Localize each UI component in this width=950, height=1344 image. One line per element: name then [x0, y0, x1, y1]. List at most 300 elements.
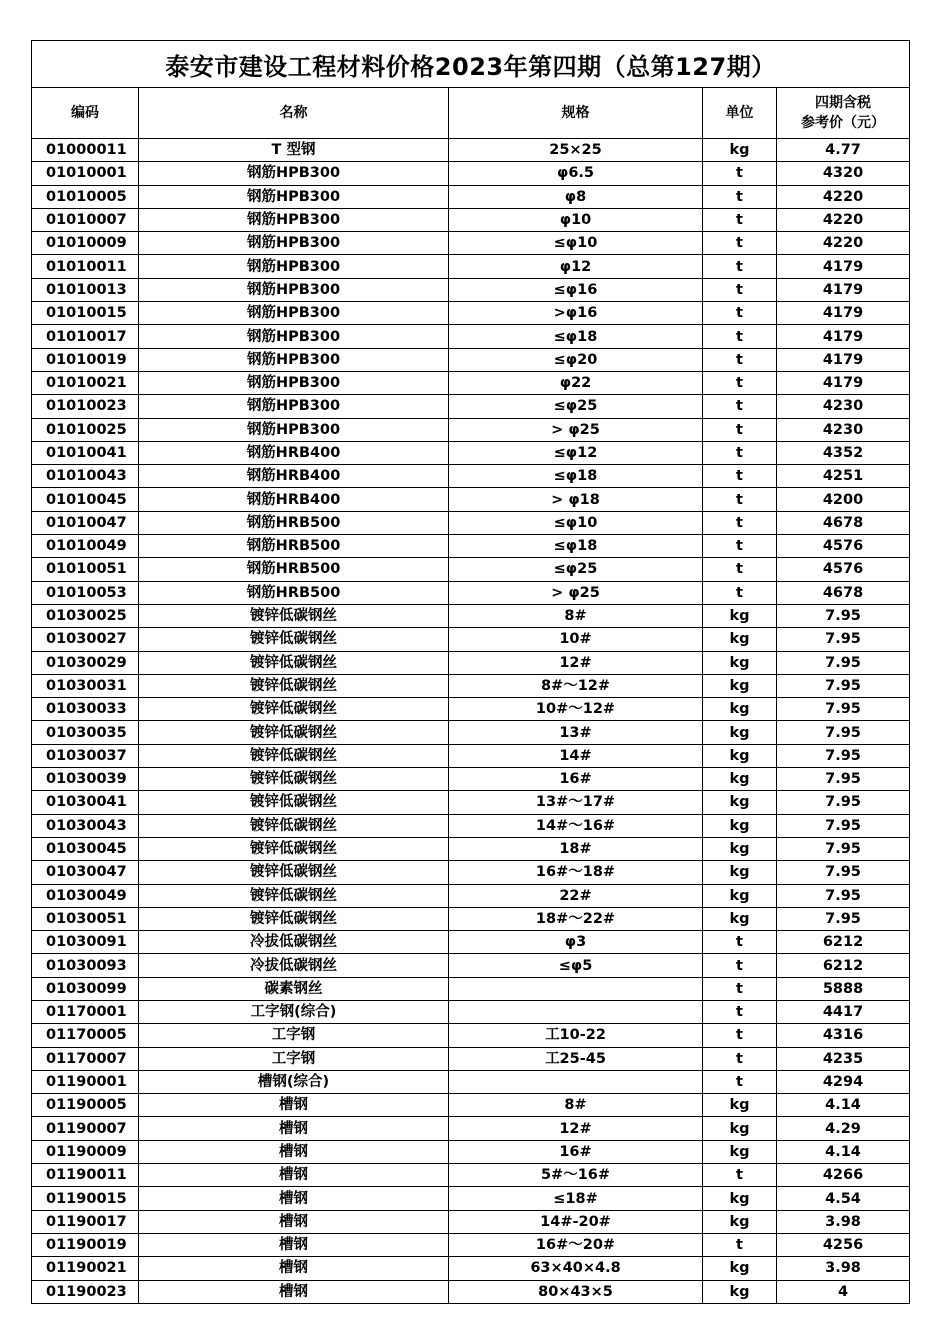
table-row	[32, 302, 910, 325]
cell-spec: 16#	[449, 1140, 703, 1163]
table-row	[32, 1117, 910, 1140]
cell-code: 01010053	[32, 581, 139, 604]
cell-code: 01010023	[32, 395, 139, 418]
cell-name: 工字钢(综合)	[139, 1000, 449, 1023]
cell-spec: ≤φ5	[449, 954, 703, 977]
cell-spec: >φ16	[449, 302, 703, 325]
cell-code: 01010041	[32, 441, 139, 464]
cell-spec	[449, 1000, 703, 1023]
cell-price: 4230	[777, 418, 910, 441]
cell-price: 6212	[777, 931, 910, 954]
table-row	[32, 1000, 910, 1023]
cell-name: 镀锌低碳钢丝	[139, 744, 449, 767]
cell-code: 01030049	[32, 884, 139, 907]
cell-unit: t	[703, 931, 777, 954]
cell-name: 冷拔低碳钢丝	[139, 931, 449, 954]
table-row	[32, 954, 910, 977]
header-unit: 单位	[703, 88, 777, 139]
cell-spec: ≤φ16	[449, 278, 703, 301]
cell-name: 钢筋HPB300	[139, 395, 449, 418]
cell-code: 01010051	[32, 558, 139, 581]
table-row	[32, 1187, 910, 1210]
cell-spec: ≤18#	[449, 1187, 703, 1210]
header-price	[777, 88, 910, 139]
cell-unit: t	[703, 418, 777, 441]
cell-unit: t	[703, 581, 777, 604]
cell-code: 01190009	[32, 1140, 139, 1163]
cell-name: T 型钢	[139, 139, 449, 162]
cell-code: 01030027	[32, 628, 139, 651]
cell-code: 01190019	[32, 1233, 139, 1256]
header-spec: 规格	[449, 88, 703, 139]
cell-unit: kg	[703, 744, 777, 767]
cell-spec: 8#	[449, 604, 703, 627]
cell-name: 槽钢	[139, 1140, 449, 1163]
cell-spec: 18#～22#	[449, 907, 703, 930]
cell-unit: kg	[703, 1280, 777, 1303]
cell-name: 钢筋HRB500	[139, 581, 449, 604]
cell-code: 01010001	[32, 162, 139, 185]
cell-name: 槽钢(综合)	[139, 1070, 449, 1093]
cell-code: 01030099	[32, 977, 139, 1000]
table-row	[32, 1047, 910, 1070]
cell-unit: t	[703, 1070, 777, 1093]
cell-price: 7.95	[777, 768, 910, 791]
cell-name: 槽钢	[139, 1210, 449, 1233]
cell-unit: kg	[703, 698, 777, 721]
cell-spec: 8#	[449, 1094, 703, 1117]
cell-spec: 14#～16#	[449, 814, 703, 837]
cell-name: 钢筋HRB400	[139, 441, 449, 464]
cell-unit: t	[703, 162, 777, 185]
table-row	[32, 185, 910, 208]
cell-price: 4576	[777, 558, 910, 581]
cell-spec: ≤φ20	[449, 348, 703, 371]
cell-price: 4	[777, 1280, 910, 1303]
cell-name: 镀锌低碳钢丝	[139, 861, 449, 884]
cell-name: 镀锌低碳钢丝	[139, 814, 449, 837]
cell-spec: > φ25	[449, 581, 703, 604]
cell-spec: 工25-45	[449, 1047, 703, 1070]
cell-price: 4179	[777, 302, 910, 325]
cell-unit: kg	[703, 907, 777, 930]
cell-unit: kg	[703, 791, 777, 814]
cell-name: 槽钢	[139, 1094, 449, 1117]
table-row	[32, 1280, 910, 1303]
table-row	[32, 1210, 910, 1233]
table-row	[32, 208, 910, 231]
cell-code: 01010007	[32, 208, 139, 231]
cell-unit: kg	[703, 768, 777, 791]
cell-unit: t	[703, 278, 777, 301]
cell-unit: kg	[703, 1094, 777, 1117]
cell-code: 01030041	[32, 791, 139, 814]
table-row	[32, 628, 910, 651]
cell-spec: 80×43×5	[449, 1280, 703, 1303]
cell-code: 01190005	[32, 1094, 139, 1117]
cell-price: 4256	[777, 1233, 910, 1256]
cell-code: 01010049	[32, 535, 139, 558]
cell-spec: ≤φ18	[449, 325, 703, 348]
cell-spec: 13#	[449, 721, 703, 744]
cell-name: 槽钢	[139, 1187, 449, 1210]
cell-name: 镀锌低碳钢丝	[139, 604, 449, 627]
cell-unit: t	[703, 954, 777, 977]
table-row	[32, 674, 910, 697]
cell-name: 槽钢	[139, 1257, 449, 1280]
cell-spec: 16#	[449, 768, 703, 791]
cell-spec: 18#	[449, 837, 703, 860]
table-row	[32, 604, 910, 627]
cell-name: 镀锌低碳钢丝	[139, 884, 449, 907]
cell-spec: 14#-20#	[449, 1210, 703, 1233]
cell-code: 01010045	[32, 488, 139, 511]
cell-price: 4230	[777, 395, 910, 418]
cell-name: 槽钢	[139, 1280, 449, 1303]
cell-price: 3.98	[777, 1257, 910, 1280]
table-row	[32, 814, 910, 837]
cell-price: 7.95	[777, 698, 910, 721]
header-price-line1: 四期含税	[815, 95, 871, 111]
cell-price: 4678	[777, 511, 910, 534]
cell-name: 钢筋HPB300	[139, 232, 449, 255]
cell-code: 01010047	[32, 511, 139, 534]
table-row	[32, 558, 910, 581]
cell-unit: t	[703, 558, 777, 581]
cell-price: 6212	[777, 954, 910, 977]
cell-spec: 25×25	[449, 139, 703, 162]
table-row	[32, 139, 910, 162]
cell-price: 4.29	[777, 1117, 910, 1140]
table-row	[32, 698, 910, 721]
cell-code: 01010025	[32, 418, 139, 441]
cell-unit: kg	[703, 884, 777, 907]
cell-price: 4200	[777, 488, 910, 511]
cell-code: 01030091	[32, 931, 139, 954]
cell-code: 01000011	[32, 139, 139, 162]
cell-name: 冷拔低碳钢丝	[139, 954, 449, 977]
cell-name: 镀锌低碳钢丝	[139, 674, 449, 697]
cell-unit: t	[703, 302, 777, 325]
table-row	[32, 325, 910, 348]
cell-spec: 12#	[449, 651, 703, 674]
cell-spec: φ12	[449, 255, 703, 278]
cell-code: 01190017	[32, 1210, 139, 1233]
table-row	[32, 371, 910, 394]
cell-code: 01030037	[32, 744, 139, 767]
cell-name: 钢筋HRB500	[139, 535, 449, 558]
cell-spec	[449, 977, 703, 1000]
header-code: 编码	[32, 88, 139, 139]
cell-code: 01030035	[32, 721, 139, 744]
cell-price: 4.77	[777, 139, 910, 162]
cell-price: 4179	[777, 371, 910, 394]
cell-price: 3.98	[777, 1210, 910, 1233]
cell-name: 工字钢	[139, 1024, 449, 1047]
cell-price: 4220	[777, 185, 910, 208]
cell-code: 01190007	[32, 1117, 139, 1140]
cell-unit: kg	[703, 861, 777, 884]
cell-unit: t	[703, 371, 777, 394]
cell-price: 4417	[777, 1000, 910, 1023]
table-row	[32, 348, 910, 371]
cell-unit: t	[703, 395, 777, 418]
cell-price: 7.95	[777, 651, 910, 674]
table-row	[32, 907, 910, 930]
cell-price: 4320	[777, 162, 910, 185]
cell-spec: 10#	[449, 628, 703, 651]
cell-spec: φ3	[449, 931, 703, 954]
cell-price: 7.95	[777, 674, 910, 697]
table-row	[32, 837, 910, 860]
table-row	[32, 1024, 910, 1047]
cell-spec: ≤φ12	[449, 441, 703, 464]
cell-unit: t	[703, 977, 777, 1000]
cell-price: 7.95	[777, 837, 910, 860]
cell-price: 4179	[777, 278, 910, 301]
table-row	[32, 278, 910, 301]
cell-spec: ≤φ10	[449, 232, 703, 255]
cell-unit: t	[703, 325, 777, 348]
cell-name: 钢筋HPB300	[139, 185, 449, 208]
cell-price: 4352	[777, 441, 910, 464]
cell-name: 工字钢	[139, 1047, 449, 1070]
cell-spec	[449, 1070, 703, 1093]
cell-unit: kg	[703, 674, 777, 697]
cell-unit: t	[703, 511, 777, 534]
table-row	[32, 511, 910, 534]
cell-spec: φ10	[449, 208, 703, 231]
cell-spec: 13#～17#	[449, 791, 703, 814]
cell-unit: kg	[703, 1140, 777, 1163]
cell-name: 镀锌低碳钢丝	[139, 768, 449, 791]
table-row	[32, 1070, 910, 1093]
table-row	[32, 791, 910, 814]
cell-spec: ≤φ10	[449, 511, 703, 534]
cell-unit: kg	[703, 651, 777, 674]
cell-name: 镀锌低碳钢丝	[139, 837, 449, 860]
cell-code: 01010043	[32, 465, 139, 488]
cell-unit: t	[703, 441, 777, 464]
cell-name: 钢筋HPB300	[139, 208, 449, 231]
cell-unit: kg	[703, 837, 777, 860]
cell-name: 钢筋HPB300	[139, 418, 449, 441]
cell-unit: t	[703, 1047, 777, 1070]
cell-code: 01190015	[32, 1187, 139, 1210]
cell-price: 4266	[777, 1164, 910, 1187]
cell-name: 钢筋HPB300	[139, 255, 449, 278]
header-price-line2: 参考价（元）	[801, 115, 885, 131]
cell-code: 01030093	[32, 954, 139, 977]
table-row	[32, 395, 910, 418]
cell-unit: t	[703, 1164, 777, 1187]
cell-unit: t	[703, 488, 777, 511]
table-row	[32, 255, 910, 278]
table-row	[32, 744, 910, 767]
cell-spec: 22#	[449, 884, 703, 907]
cell-unit: kg	[703, 139, 777, 162]
table-body	[32, 139, 910, 1304]
cell-price: 4179	[777, 255, 910, 278]
cell-price: 4179	[777, 348, 910, 371]
cell-name: 槽钢	[139, 1233, 449, 1256]
cell-code: 01010011	[32, 255, 139, 278]
page-title: 泰安市建设工程材料价格2023年第四期（总第127期）	[32, 41, 910, 88]
table-row	[32, 651, 910, 674]
cell-name: 镀锌低碳钢丝	[139, 721, 449, 744]
cell-unit: t	[703, 348, 777, 371]
cell-spec: 工10-22	[449, 1024, 703, 1047]
table-header-row	[32, 88, 910, 139]
cell-unit: t	[703, 232, 777, 255]
cell-code: 01010019	[32, 348, 139, 371]
cell-spec: 63×40×4.8	[449, 1257, 703, 1280]
table-row	[32, 441, 910, 464]
cell-code: 01030025	[32, 604, 139, 627]
cell-unit: kg	[703, 1210, 777, 1233]
cell-code: 01030039	[32, 768, 139, 791]
cell-spec: 16#～20#	[449, 1233, 703, 1256]
cell-price: 5888	[777, 977, 910, 1000]
cell-code: 01010013	[32, 278, 139, 301]
cell-spec: > φ25	[449, 418, 703, 441]
cell-price: 7.95	[777, 814, 910, 837]
cell-code: 01170007	[32, 1047, 139, 1070]
table-row	[32, 1094, 910, 1117]
cell-name: 钢筋HPB300	[139, 348, 449, 371]
cell-unit: kg	[703, 1117, 777, 1140]
cell-name: 镀锌低碳钢丝	[139, 698, 449, 721]
cell-spec: ≤φ25	[449, 395, 703, 418]
cell-price: 4294	[777, 1070, 910, 1093]
price-table	[31, 40, 910, 1304]
cell-unit: kg	[703, 1257, 777, 1280]
cell-unit: t	[703, 535, 777, 558]
cell-spec: > φ18	[449, 488, 703, 511]
cell-spec: ≤φ18	[449, 535, 703, 558]
cell-price: 7.95	[777, 721, 910, 744]
cell-spec: ≤φ25	[449, 558, 703, 581]
cell-name: 镀锌低碳钢丝	[139, 791, 449, 814]
cell-name: 槽钢	[139, 1117, 449, 1140]
price-sheet	[31, 40, 909, 1304]
cell-code: 01030043	[32, 814, 139, 837]
cell-price: 4316	[777, 1024, 910, 1047]
cell-code: 01190011	[32, 1164, 139, 1187]
table-row	[32, 465, 910, 488]
table-row	[32, 931, 910, 954]
cell-price: 4.14	[777, 1140, 910, 1163]
cell-unit: t	[703, 208, 777, 231]
cell-code: 01010005	[32, 185, 139, 208]
table-row	[32, 535, 910, 558]
table-row	[32, 1164, 910, 1187]
cell-price: 7.95	[777, 604, 910, 627]
cell-price: 4179	[777, 325, 910, 348]
cell-price: 4678	[777, 581, 910, 604]
cell-price: 4.54	[777, 1187, 910, 1210]
cell-code: 01190001	[32, 1070, 139, 1093]
cell-unit: t	[703, 1024, 777, 1047]
cell-code: 01030045	[32, 837, 139, 860]
cell-price: 4235	[777, 1047, 910, 1070]
cell-code: 01190021	[32, 1257, 139, 1280]
cell-price: 7.95	[777, 861, 910, 884]
cell-name: 钢筋HPB300	[139, 278, 449, 301]
cell-name: 钢筋HRB500	[139, 511, 449, 534]
cell-name: 钢筋HRB400	[139, 465, 449, 488]
cell-price: 7.95	[777, 884, 910, 907]
cell-price: 7.95	[777, 791, 910, 814]
cell-spec: φ8	[449, 185, 703, 208]
cell-name: 槽钢	[139, 1164, 449, 1187]
cell-code: 01030033	[32, 698, 139, 721]
table-row	[32, 581, 910, 604]
cell-unit: kg	[703, 1187, 777, 1210]
cell-unit: kg	[703, 721, 777, 744]
cell-unit: t	[703, 185, 777, 208]
header-name: 名称	[139, 88, 449, 139]
cell-unit: t	[703, 1233, 777, 1256]
cell-unit: t	[703, 465, 777, 488]
cell-name: 钢筋HRB400	[139, 488, 449, 511]
cell-name: 钢筋HPB300	[139, 162, 449, 185]
cell-code: 01030031	[32, 674, 139, 697]
cell-spec: φ22	[449, 371, 703, 394]
cell-price: 7.95	[777, 907, 910, 930]
cell-unit: kg	[703, 628, 777, 651]
cell-spec: ≤φ18	[449, 465, 703, 488]
cell-code: 01190023	[32, 1280, 139, 1303]
table-row	[32, 1140, 910, 1163]
cell-price: 7.95	[777, 744, 910, 767]
cell-code: 01010015	[32, 302, 139, 325]
cell-name: 钢筋HPB300	[139, 371, 449, 394]
cell-spec: 5#～16#	[449, 1164, 703, 1187]
cell-code: 01010009	[32, 232, 139, 255]
table-row	[32, 977, 910, 1000]
cell-name: 钢筋HRB500	[139, 558, 449, 581]
cell-spec: 16#～18#	[449, 861, 703, 884]
cell-spec: 12#	[449, 1117, 703, 1140]
cell-code: 01170005	[32, 1024, 139, 1047]
cell-code: 01030047	[32, 861, 139, 884]
cell-code: 01010017	[32, 325, 139, 348]
cell-name: 镀锌低碳钢丝	[139, 907, 449, 930]
table-row	[32, 1233, 910, 1256]
cell-code: 01030051	[32, 907, 139, 930]
cell-spec: 8#～12#	[449, 674, 703, 697]
cell-name: 钢筋HPB300	[139, 302, 449, 325]
table-row	[32, 488, 910, 511]
cell-code: 01030029	[32, 651, 139, 674]
cell-spec: φ6.5	[449, 162, 703, 185]
table-row	[32, 861, 910, 884]
cell-name: 碳素钢丝	[139, 977, 449, 1000]
cell-price: 4220	[777, 208, 910, 231]
table-row	[32, 1257, 910, 1280]
cell-price: 4.14	[777, 1094, 910, 1117]
cell-code: 01010021	[32, 371, 139, 394]
cell-price: 4220	[777, 232, 910, 255]
table-row	[32, 721, 910, 744]
cell-unit: kg	[703, 814, 777, 837]
table-row	[32, 768, 910, 791]
cell-price: 7.95	[777, 628, 910, 651]
cell-spec: 10#～12#	[449, 698, 703, 721]
cell-code: 01170001	[32, 1000, 139, 1023]
table-row	[32, 162, 910, 185]
